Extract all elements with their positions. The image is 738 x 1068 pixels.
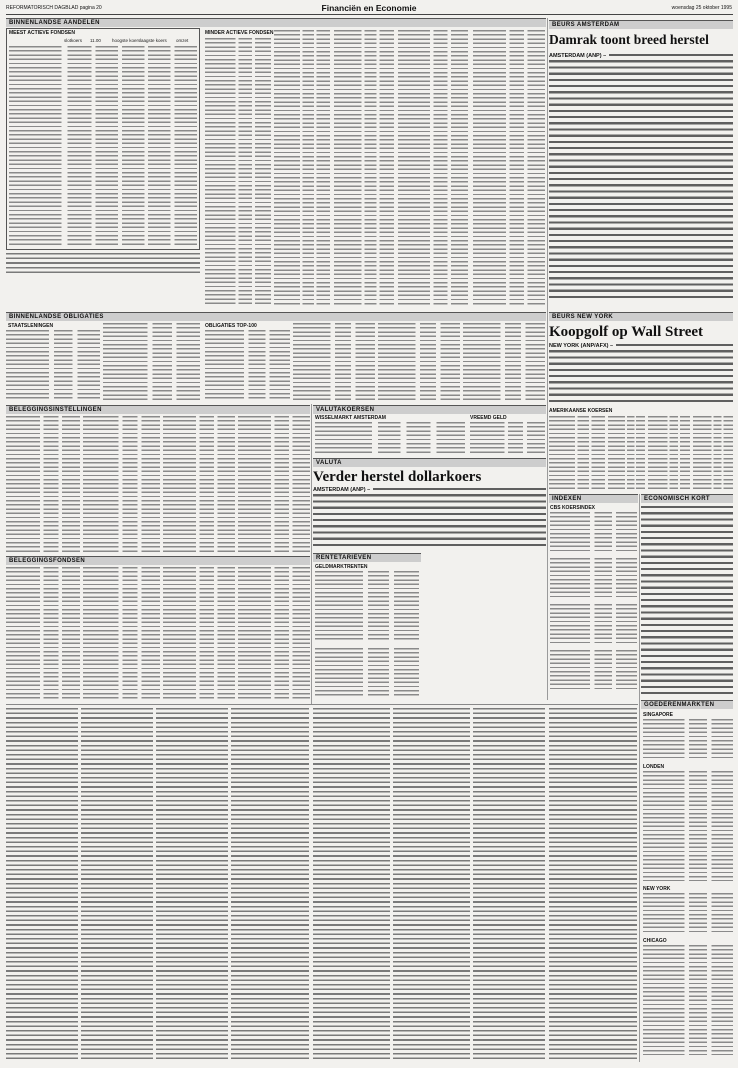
section-header-binnenlandse-aandelen: BINNENLANDSE AANDELEN	[6, 18, 546, 27]
commodity-table	[643, 945, 733, 1055]
notice-text-column	[6, 708, 78, 1060]
section-header-rentetarieven: RENTETARIEVEN	[313, 553, 421, 562]
bond-list-column	[6, 330, 100, 400]
stock-list-column	[473, 30, 545, 306]
section-header-valutakoersen: VALUTAKOERSEN	[313, 405, 546, 414]
wisselmarkt-heading: WISSELMARKT AMSTERDAM	[315, 415, 386, 421]
section-header-beurs-amsterdam: BEURS AMSTERDAM	[549, 20, 733, 29]
market-heading-londen: LONDEN	[643, 764, 665, 770]
section-header-indexen: INDEXEN	[549, 494, 638, 503]
fund-list-column	[238, 416, 310, 552]
notice-text-column	[81, 708, 153, 1060]
column-rule	[639, 494, 640, 1062]
stock-footnote	[6, 253, 200, 273]
stock-list-column	[398, 30, 468, 306]
notice-text-column	[393, 708, 470, 1060]
notice-text-column	[549, 708, 637, 1060]
commodity-table	[643, 893, 733, 933]
geldmarktrenten-heading: GELDMARKTRENTEN	[315, 564, 368, 570]
bond-list-column	[293, 323, 375, 400]
column-rule	[311, 404, 312, 704]
col-header-time: 11.00	[90, 38, 101, 43]
fund-list-column	[163, 416, 235, 552]
us-stock-column	[608, 416, 645, 490]
section-header-beleggingsfondsen: BELEGGINGSFONDSEN	[6, 556, 310, 565]
fund-list-column	[83, 416, 160, 552]
most-active-table	[9, 46, 197, 246]
notice-text-column	[473, 708, 545, 1060]
bottom-section-rule	[6, 704, 638, 705]
amerikaanse-koersen-heading: AMERIKAANSE KOERSEN	[549, 408, 613, 414]
fund-list-column	[83, 567, 160, 701]
commodity-table	[643, 719, 733, 759]
market-heading-new-york: NEW YORK	[643, 886, 671, 892]
fund-list-column	[163, 567, 235, 701]
bond-list-column	[103, 323, 200, 400]
col-header-laagste: laagste koers	[140, 38, 167, 43]
obligaties-top100-heading: OBLIGATIES TOP-100	[205, 323, 257, 329]
index-table	[550, 604, 637, 644]
col-header-slotkoers: slotkoers	[64, 38, 83, 43]
bond-list-column	[205, 330, 290, 400]
dateline-wall-street: NEW YORK (ANP/AFX) –	[549, 343, 616, 349]
article-body-dollar	[313, 488, 546, 550]
section-header-valuta: VALUTA	[313, 458, 546, 467]
paper-page-label: REFORMATORISCH DAGBLAD pagina 20	[6, 5, 102, 11]
vreemd-geld-heading: VREEMD GELD	[470, 415, 507, 421]
notice-text-column	[231, 708, 309, 1060]
dateline-dollar: AMSTERDAM (ANP) –	[313, 487, 373, 493]
issue-date: woensdag 25 oktober 1995	[671, 5, 732, 11]
section-header-goederenmarkten: GOEDERENMARKTEN	[641, 700, 733, 709]
exchange-rate-table	[315, 422, 465, 454]
fund-list-column	[238, 567, 310, 701]
most-active-heading: MEEST ACTIEVE FONDSEN	[9, 30, 75, 36]
interest-rate-table	[315, 648, 419, 698]
foreign-money-table	[470, 422, 545, 454]
less-active-heading: MINDER ACTIEVE FONDSEN	[205, 30, 274, 36]
index-table	[550, 650, 637, 690]
index-table	[550, 558, 637, 598]
col-header-omzet: omzet	[176, 38, 189, 43]
dateline-damrak: AMSTERDAM (ANP) –	[549, 53, 609, 59]
section-header-binnenlandse-obligaties: BINNENLANDSE OBLIGATIES	[6, 312, 546, 321]
us-stock-column	[648, 416, 690, 490]
staatsleningen-heading: STAATSLENINGEN	[8, 323, 54, 329]
headline-dollar: Verder herstel dollarkoers	[313, 469, 482, 485]
commodity-table	[643, 771, 733, 881]
fund-list-column	[6, 567, 80, 701]
interest-rate-table	[315, 571, 419, 641]
bond-list-column	[378, 323, 460, 400]
section-header-beleggingsinstellingen: BELEGGINGSINSTELLINGEN	[6, 405, 310, 414]
article-body-wall-street	[549, 344, 733, 402]
section-header-economisch-kort: ECONOMISCH KORT	[641, 494, 733, 503]
section-title: Financiën en Economie	[321, 3, 417, 13]
stock-list-column	[205, 38, 271, 306]
headline-damrak: Damrak toont breed herstel	[549, 32, 709, 47]
article-body-damrak	[549, 54, 733, 300]
masthead-rule	[6, 14, 733, 15]
section-header-beurs-new-york: BEURS NEW YORK	[549, 312, 733, 321]
headline-wall-street: Koopgolf op Wall Street	[549, 324, 704, 340]
column-rule	[547, 18, 548, 700]
cbs-koersindex-heading: CBS KOERSINDEX	[550, 505, 596, 511]
col-header-hoogste: hoogste koers	[112, 38, 141, 43]
index-table	[550, 512, 637, 552]
notice-text-column	[313, 708, 390, 1060]
market-heading-chicago: CHICAGO	[643, 938, 667, 944]
stock-list-column	[274, 30, 330, 306]
fund-list-column	[6, 416, 80, 552]
notice-text-column	[156, 708, 228, 1060]
economisch-kort-body	[641, 506, 733, 698]
us-stock-column	[693, 416, 733, 490]
us-stock-column	[549, 416, 605, 490]
stock-list-column	[334, 30, 394, 306]
bond-list-column	[463, 323, 545, 400]
market-heading-singapore: SINGAPORE	[643, 712, 674, 718]
